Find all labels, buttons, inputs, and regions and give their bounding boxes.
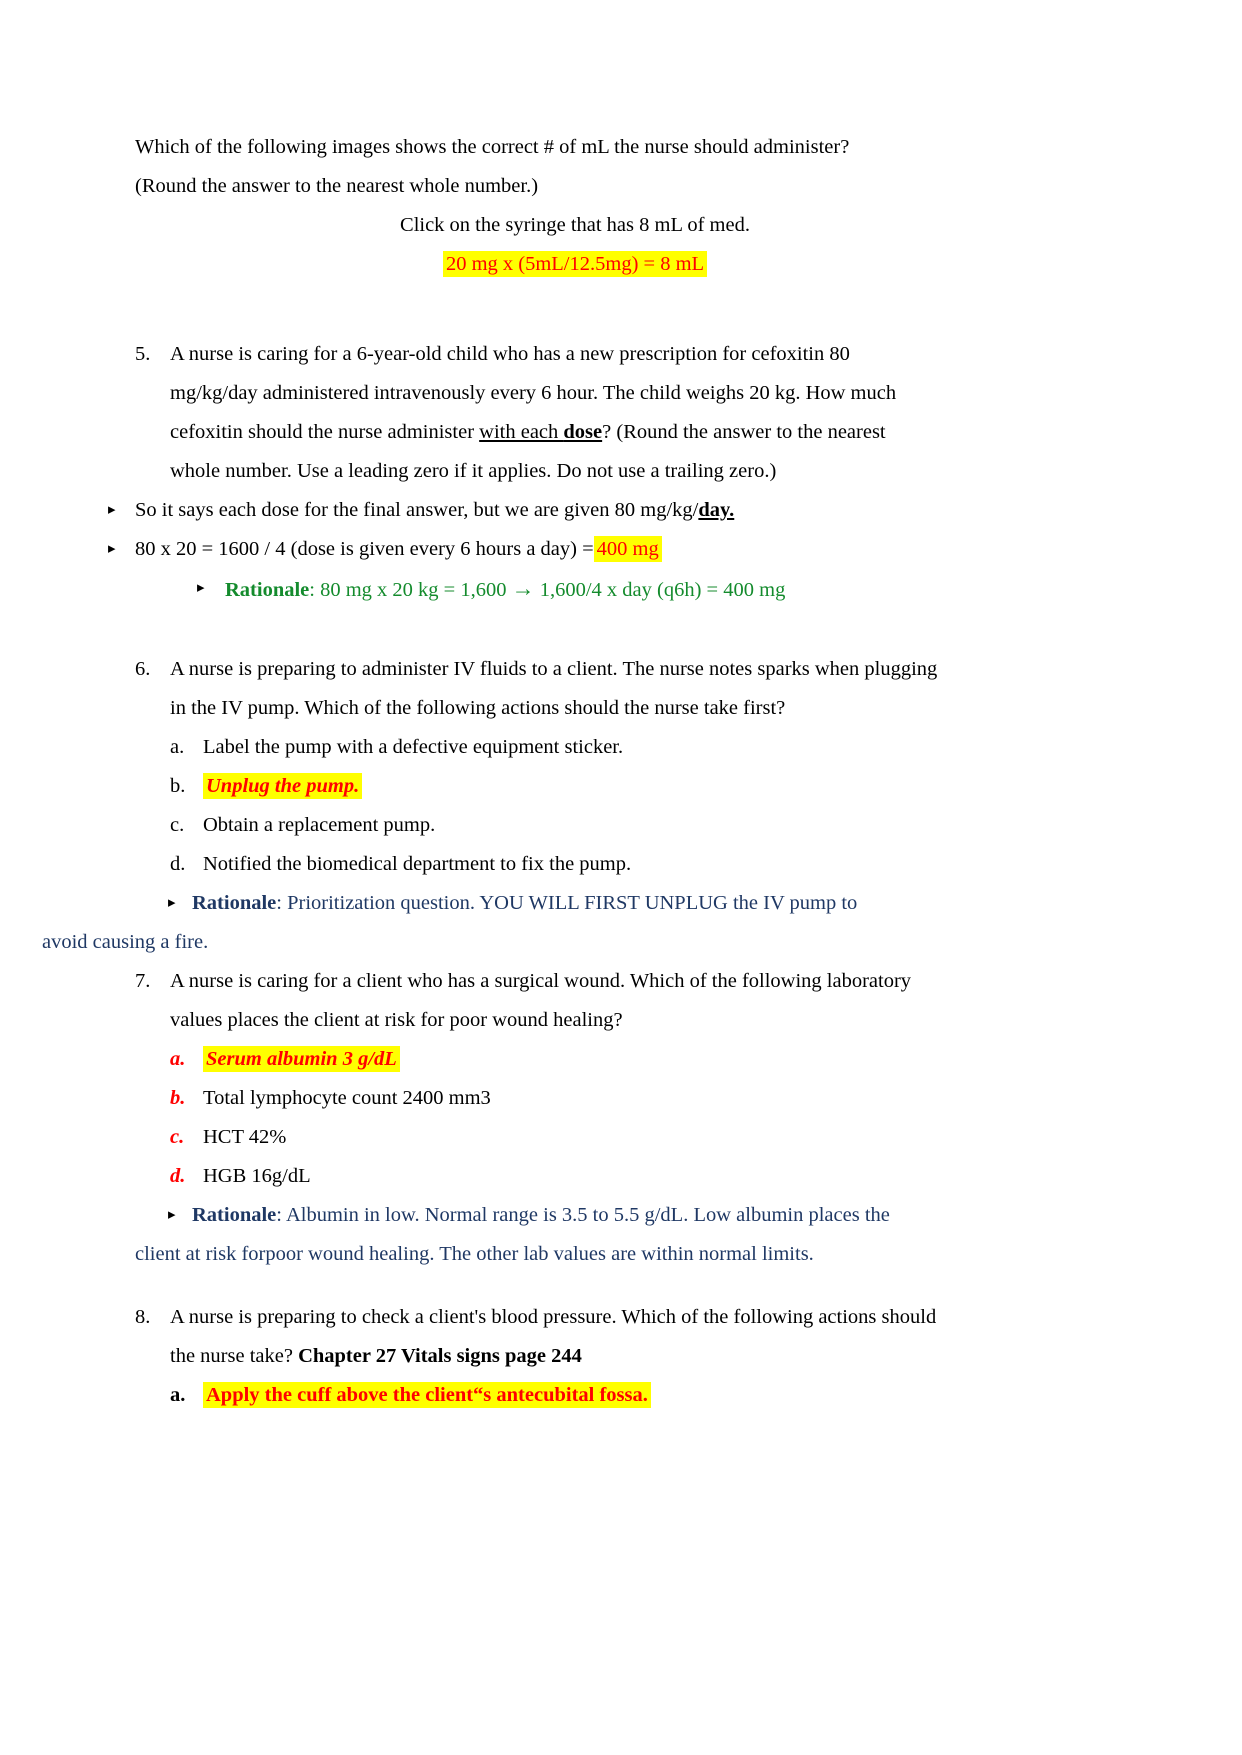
question-7-option-a bbox=[135, 1040, 1015, 1079]
question-6-line-2 bbox=[135, 689, 1015, 728]
question-5-text-3b: ? (Round the answer to the nearest bbox=[602, 421, 886, 443]
question-6-option-a bbox=[135, 728, 1015, 767]
question-7-text-2: values places the client at risk for poor wound healing? bbox=[170, 1009, 623, 1031]
option-letter: d. bbox=[170, 1165, 186, 1187]
question-5-text-4: whole number. Use a leading zero if it applies. Do not use a trailing zero.) bbox=[170, 460, 777, 482]
question-6-text-2: in the IV pump. Which of the following actions should the nurse take first? bbox=[170, 697, 786, 719]
formula-line bbox=[135, 245, 1015, 284]
rationale-text-a: : 80 mg x 20 kg = 1,600 bbox=[309, 579, 512, 601]
option-text: Obtain a replacement pump. bbox=[203, 814, 436, 836]
question-7-option-d bbox=[135, 1157, 1015, 1196]
option-text: Notified the biomedical department to fix the pump. bbox=[203, 853, 632, 875]
intro-question-line-1: Which of the following images shows the correct # of mL the nurse should administer? bbox=[135, 136, 850, 158]
note-2-text: 80 x 20 = 1600 / 4 (dose is given every 6 hours a day) = bbox=[135, 538, 594, 560]
option-text: HGB 16g/dL bbox=[203, 1165, 311, 1187]
question-7-option-c bbox=[135, 1118, 1015, 1157]
question-8-number: 8. bbox=[135, 1306, 151, 1328]
option-a-answer-highlight: Apply the cuff above the client“s antecubital fossa. bbox=[203, 1382, 651, 1408]
option-text: Total lymphocyte count 2400 mm3 bbox=[203, 1087, 491, 1109]
question-5-underline-bold: dose bbox=[563, 421, 603, 443]
question-5-note-1 bbox=[108, 491, 1015, 530]
rationale-label: Rationale bbox=[192, 892, 277, 914]
question-7-rationale-continued: client at risk forpoor wound healing. The other lab values are within normal limits. bbox=[135, 1243, 814, 1265]
bullet-triangle-icon: ▸ bbox=[168, 895, 176, 911]
option-letter: c. bbox=[170, 814, 185, 836]
question-8-text-1: A nurse is preparing to check a client's blood pressure. Which of the following actions should bbox=[170, 1306, 937, 1328]
option-letter: d. bbox=[170, 853, 186, 875]
question-5-rationale bbox=[135, 569, 1015, 610]
note-2-answer-highlight: 400 mg bbox=[594, 536, 662, 562]
question-8-text-2a: the nurse take? bbox=[170, 1345, 299, 1367]
rationale-text-b: 1,600/4 x day (q6h) = 400 mg bbox=[534, 579, 786, 601]
question-5-number: 5. bbox=[135, 343, 151, 365]
question-5-text-3a: cefoxitin should the nurse administer bbox=[170, 421, 480, 443]
question-5-text-1: A nurse is caring for a 6-year-old child who has a new prescription for cefoxitin 80 bbox=[170, 343, 850, 365]
intro-question-line-2: (Round the answer to the nearest whole number.) bbox=[135, 175, 539, 197]
note-1-text: So it says each dose for the final answer, but we are given 80 mg/kg/ bbox=[135, 499, 699, 521]
option-text: HCT 42% bbox=[203, 1126, 287, 1148]
question-8-option-a bbox=[135, 1376, 1015, 1415]
question-7-text-1: A nurse is caring for a client who has a surgical wound. Which of the following laboratory bbox=[170, 970, 912, 992]
bullet-triangle-icon: ▸ bbox=[108, 502, 116, 518]
bullet-triangle-icon: ▸ bbox=[108, 541, 116, 557]
syringe-instruction: Click on the syringe that has 8 mL of med. bbox=[400, 214, 750, 236]
bullet-triangle-icon: ▸ bbox=[168, 1207, 176, 1223]
spacer bbox=[135, 1274, 1015, 1298]
question-6-text-1: A nurse is preparing to administer IV fluids to a client. The nurse notes sparks when plugging bbox=[170, 658, 938, 680]
option-letter: c. bbox=[170, 1126, 185, 1148]
option-letter: b. bbox=[170, 775, 186, 797]
question-7-option-b bbox=[135, 1079, 1015, 1118]
question-6-option-c bbox=[135, 806, 1015, 845]
bullet-triangle-icon: ▸ bbox=[197, 580, 205, 596]
option-text: Label the pump with a defective equipment sticker. bbox=[203, 736, 624, 758]
rationale-text: : Prioritization question. YOU WILL FIRST UNPLUG the IV pump to bbox=[276, 892, 858, 914]
option-letter: a. bbox=[170, 1048, 186, 1070]
option-letter: b. bbox=[170, 1087, 186, 1109]
question-6-number: 6. bbox=[135, 658, 151, 680]
question-7-number: 7. bbox=[135, 970, 151, 992]
question-6-rationale-continued: avoid causing a fire. bbox=[42, 931, 209, 953]
question-8-chapter-ref: Chapter 27 Vitals signs page 244 bbox=[298, 1345, 582, 1367]
spacer bbox=[135, 610, 1015, 650]
option-b-answer-highlight: Unplug the pump. bbox=[203, 773, 362, 799]
question-5-note-2 bbox=[108, 530, 1015, 569]
question-5-line-4 bbox=[135, 452, 1015, 491]
question-7-line-2 bbox=[135, 1001, 1015, 1040]
rationale-label: Rationale bbox=[225, 579, 310, 601]
spacer bbox=[135, 284, 1015, 335]
question-6-option-b bbox=[135, 767, 1015, 806]
formula-highlight: 20 mg x (5mL/12.5mg) = 8 mL bbox=[443, 251, 707, 277]
question-5-line-2 bbox=[135, 374, 1015, 413]
question-6-option-d bbox=[135, 845, 1015, 884]
option-a-answer-highlight: Serum albumin 3 g/dL bbox=[203, 1046, 400, 1072]
option-letter: a. bbox=[170, 736, 185, 758]
question-8-line-1 bbox=[135, 1298, 1015, 1337]
option-letter: a. bbox=[170, 1384, 186, 1406]
question-6-line-1 bbox=[135, 650, 1015, 689]
question-5-text-2: mg/kg/day administered intravenously every 6 hour. The child weighs 20 kg. How much bbox=[170, 382, 897, 404]
note-1-bold: day. bbox=[698, 499, 735, 521]
right-arrow-icon: → bbox=[511, 576, 535, 601]
question-7-line-1 bbox=[135, 962, 1015, 1001]
question-5-underline: with each bbox=[479, 421, 564, 443]
question-8-line-2 bbox=[135, 1337, 1015, 1376]
question-6-rationale bbox=[135, 884, 1015, 923]
question-5-line-1 bbox=[135, 335, 1015, 374]
question-5-line-3 bbox=[135, 413, 1015, 452]
question-7-rationale bbox=[135, 1196, 1015, 1235]
rationale-label: Rationale bbox=[192, 1204, 277, 1226]
rationale-text: : Albumin in low. Normal range is 3.5 to 5.5 g/dL. Low albumin places the bbox=[276, 1204, 890, 1226]
